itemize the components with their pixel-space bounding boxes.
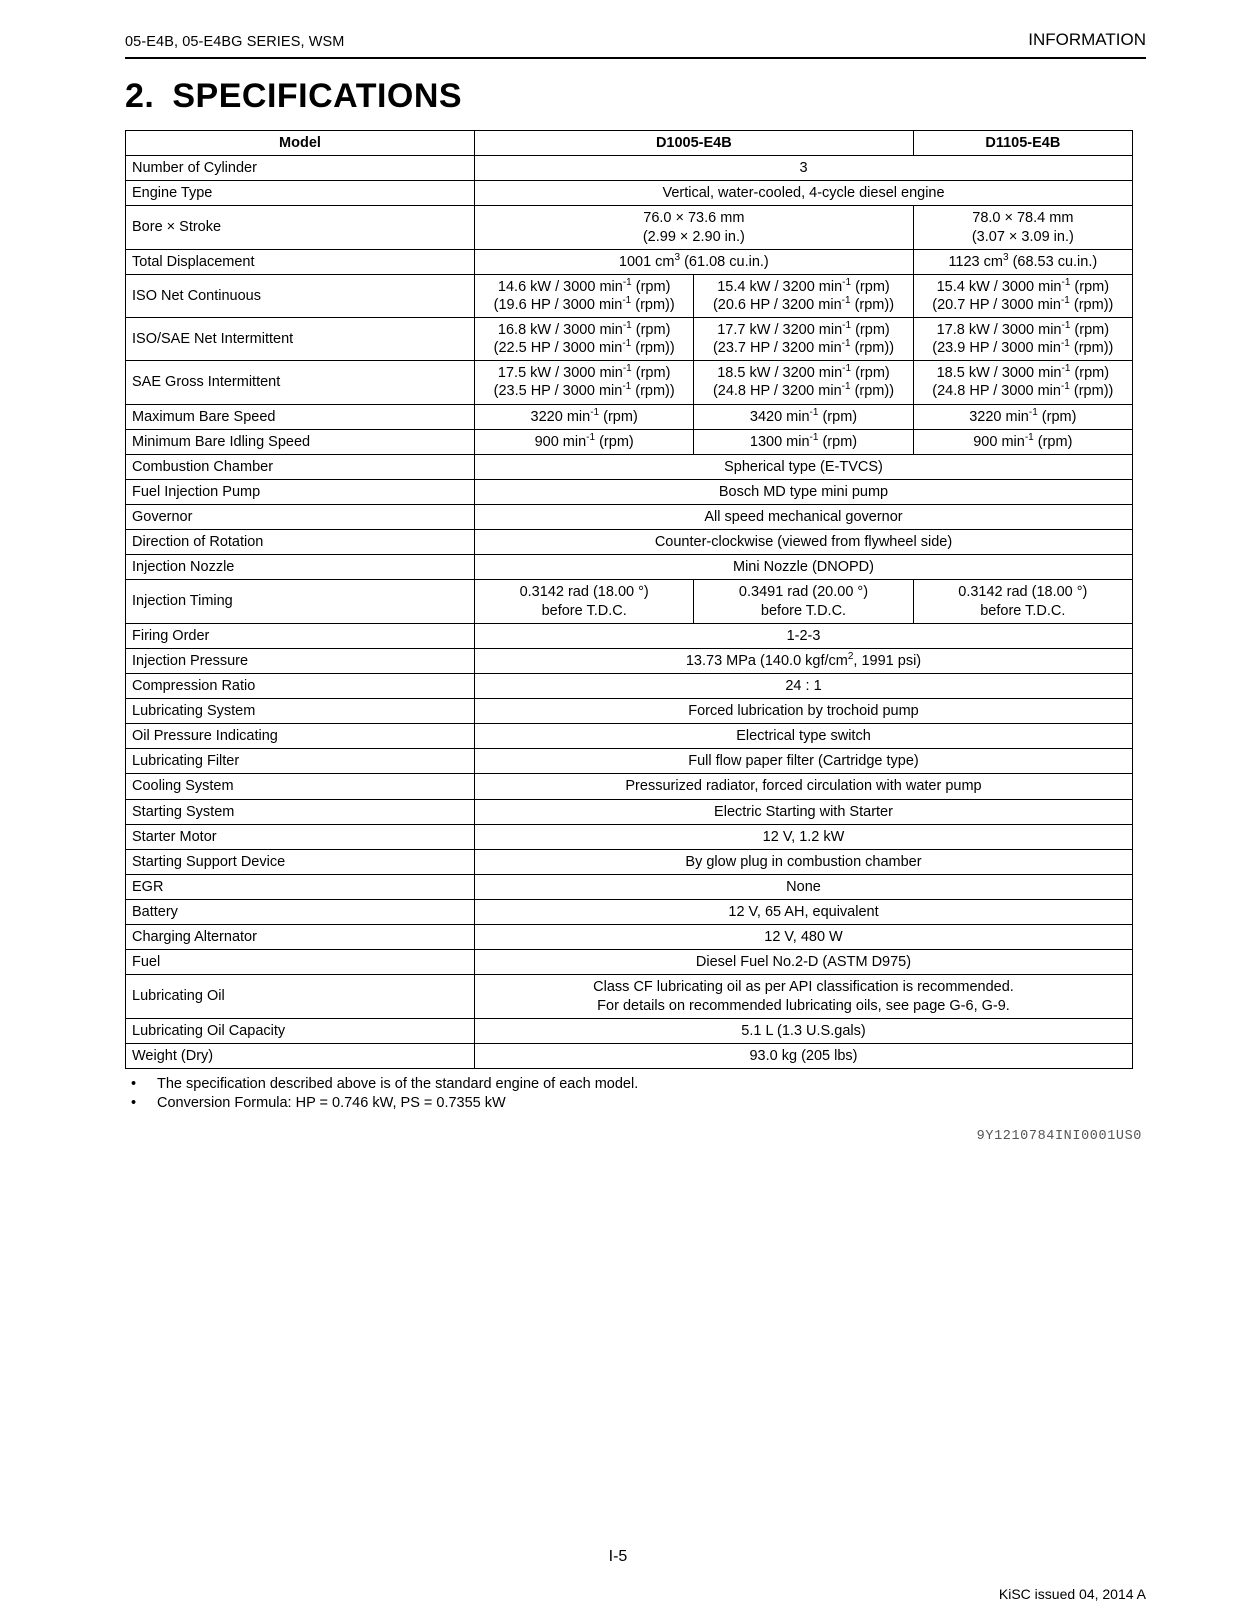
row-value-d1105: 3220 $\min^{-1} (rpm)$ — [913, 404, 1132, 429]
page-number: I-5 — [608, 1548, 628, 1565]
row-label: Minimum Bare Idling Speed — [126, 429, 475, 454]
row-label: Fuel — [126, 950, 475, 975]
table-row — [126, 454, 1133, 479]
row-value-all: 12 V, 65 AH, equivalent — [475, 900, 1133, 925]
page-title-number: 2. — [125, 77, 155, 115]
footnotes — [125, 1076, 1146, 1111]
table-row — [126, 1018, 1133, 1043]
row-value-all: Bosch MD type mini pump — [475, 479, 1133, 504]
row-label: Battery — [126, 900, 475, 925]
table-row — [126, 404, 1133, 429]
table-row — [126, 429, 1133, 454]
table-row — [126, 724, 1133, 749]
footnote-1 — [125, 1076, 1146, 1092]
row-label: Total Displacement — [126, 249, 475, 274]
page-footer — [0, 1548, 1236, 1602]
row-value-all: Forced lubrication by trochoid pump — [475, 699, 1133, 724]
table-row — [126, 530, 1133, 555]
row-label: Weight (Dry) — [126, 1043, 475, 1068]
row-value-d1105: 18.5 kW / 3000 $\min^{-1} (rpm)$ (24.8 HP / 3000 $\min^{-1} (rpm)$) — [913, 361, 1132, 404]
row-label: Starting Support Device — [126, 849, 475, 874]
row-value-all: 5.1 L (1.3 U.S.gals) — [475, 1018, 1133, 1043]
row-value-d1005-b: 18.5 kW / 3200 $\min^{-1} (rpm)$ (24.8 HP / 3200 $\min^{-1} (rpm)$) — [694, 361, 913, 404]
row-value-all: Electrical type switch — [475, 724, 1133, 749]
row-label: Starter Motor — [126, 824, 475, 849]
table-row — [126, 673, 1133, 698]
issued-label: KiSC issued 04, 2014 A — [998, 1586, 1146, 1602]
header-model: Model — [126, 131, 475, 156]
row-value-d1105: 15.4 kW / 3000 $\min^{-1} (rpm)$ (20.7 HP / 3000 $\min^{-1} (rpm)$) — [913, 274, 1132, 317]
table-row — [126, 849, 1133, 874]
row-label: SAE Gross Intermittent — [126, 361, 475, 404]
row-value-d1105: 0.3142 rad (18.00 °) before T.D.C. — [913, 580, 1132, 623]
row-value-all: Mini Nozzle (DNOPD) — [475, 555, 1133, 580]
row-value-all: Diesel Fuel No.2-D (ASTM D975) — [475, 950, 1133, 975]
table-row — [126, 181, 1133, 206]
table-row — [126, 156, 1133, 181]
row-value-all: 12 V, 480 W — [475, 925, 1133, 950]
row-value-d1005-b: 1300 $\min^{-1} (rpm)$ — [694, 429, 913, 454]
table-row — [126, 900, 1133, 925]
header-col-d1105: D1105-E4B — [913, 131, 1132, 156]
row-value-all: Class CF lubricating oil as per API classification is recommended. For details on recommended lubricating oils, see page G-6, G-9. — [475, 975, 1133, 1018]
row-value-all: 13.73 MPa (140.0 kgf/$cm^2$, 1991 psi) — [475, 648, 1133, 673]
table-row — [126, 555, 1133, 580]
row-value-d1005-b: 3420 $\min^{-1} (rpm)$ — [694, 404, 913, 429]
table-row — [126, 799, 1133, 824]
header-divider — [125, 57, 1146, 59]
row-value-all: By glow plug in combustion chamber — [475, 849, 1133, 874]
page-title-text: SPECIFICATIONS — [172, 77, 463, 115]
row-value-d1005: 1001 $cm^3$ (61.08 cu.in.) — [475, 249, 914, 274]
row-value-all: Spherical type (E-TVCS) — [475, 454, 1133, 479]
table-row — [126, 318, 1133, 361]
table-row — [126, 206, 1133, 249]
row-label: Injection Timing — [126, 580, 475, 623]
row-value-all: None — [475, 874, 1133, 899]
row-label: Maximum Bare Speed — [126, 404, 475, 429]
row-value-all: Counter-clockwise (viewed from flywheel side) — [475, 530, 1133, 555]
row-value-all: 3 — [475, 156, 1133, 181]
specifications-table — [125, 130, 1133, 1069]
row-value-d1005-a: 0.3142 rad (18.00 °) before T.D.C. — [475, 580, 694, 623]
row-label: Compression Ratio — [126, 673, 475, 698]
row-value-d1105: 900 $\min^{-1} (rpm)$ — [913, 429, 1132, 454]
row-label: ISO Net Continuous — [126, 274, 475, 317]
row-value-all: Pressurized radiator, forced circulation with water pump — [475, 774, 1133, 799]
row-label: Engine Type — [126, 181, 475, 206]
row-value-d1005: 76.0 × 73.6 mm (2.99 × 2.90 in.) — [475, 206, 914, 249]
table-header-row — [126, 131, 1133, 156]
row-label: Lubricating System — [126, 699, 475, 724]
table-row — [126, 699, 1133, 724]
row-value-d1105: 1123 $cm^3$ (68.53 cu.in.) — [913, 249, 1132, 274]
document-id: 9Y1210784INI0001US0 — [976, 1128, 1142, 1144]
row-value-d1005-a: 17.5 kW / 3000 $\min^{-1} (rpm)$ (23.5 HP / 3000 $\min^{-1} (rpm)$) — [475, 361, 694, 404]
row-value-d1005-b: 0.3491 rad (20.00 °) before T.D.C. — [694, 580, 913, 623]
row-label: Lubricating Oil Capacity — [126, 1018, 475, 1043]
footnote-2-text: Conversion Formula: HP = 0.746 kW, PS = 0.7355 kW — [157, 1094, 506, 1111]
row-value-all: Electric Starting with Starter — [475, 799, 1133, 824]
table-row — [126, 580, 1133, 623]
page-header — [125, 30, 1146, 55]
table-row — [126, 505, 1133, 530]
table-row — [126, 950, 1133, 975]
row-value-d1105: 17.8 kW / 3000 $\min^{-1} (rpm)$ (23.9 HP / 3000 $\min^{-1} (rpm)$) — [913, 318, 1132, 361]
row-value-d1005-a: 900 $\min^{-1} (rpm)$ — [475, 429, 694, 454]
row-value-d1005-a: 16.8 kW / 3000 $\min^{-1} (rpm)$ (22.5 HP / 3000 $\min^{-1} (rpm)$) — [475, 318, 694, 361]
table-row — [126, 648, 1133, 673]
table-row — [126, 479, 1133, 504]
row-value-d1005-a: 14.6 kW / 3000 $\min^{-1} (rpm)$ (19.6 HP / 3000 $\min^{-1} (rpm)$) — [475, 274, 694, 317]
table-row — [126, 361, 1133, 404]
table-row — [126, 925, 1133, 950]
row-value-all: Vertical, water-cooled, 4-cycle diesel engine — [475, 181, 1133, 206]
table-row — [126, 623, 1133, 648]
row-label: Injection Pressure — [126, 648, 475, 673]
row-label: Fuel Injection Pump — [126, 479, 475, 504]
footnote-2 — [125, 1095, 1146, 1111]
bullet-icon: • — [131, 1075, 137, 1092]
table-row — [126, 249, 1133, 274]
row-value-d1105: 78.0 × 78.4 mm (3.07 × 3.09 in.) — [913, 206, 1132, 249]
row-label: Combustion Chamber — [126, 454, 475, 479]
row-value-all: 1-2-3 — [475, 623, 1133, 648]
row-label: Charging Alternator — [126, 925, 475, 950]
row-label: Cooling System — [126, 774, 475, 799]
table-row — [126, 824, 1133, 849]
row-label: Direction of Rotation — [126, 530, 475, 555]
row-label: Injection Nozzle — [126, 555, 475, 580]
row-value-all: Full flow paper filter (Cartridge type) — [475, 749, 1133, 774]
row-value-d1005-b: 15.4 kW / 3200 $\min^{-1} (rpm)$ (20.6 HP / 3200 $\min^{-1} (rpm)$) — [694, 274, 913, 317]
header-series-label: 05-E4B, 05-E4BG SERIES, WSM — [125, 34, 345, 50]
row-label: Governor — [126, 505, 475, 530]
row-value-d1005-a: 3220 $\min^{-1} (rpm)$ — [475, 404, 694, 429]
row-label: Bore × Stroke — [126, 206, 475, 249]
row-label: Lubricating Oil — [126, 975, 475, 1018]
row-value-all: 12 V, 1.2 kW — [475, 824, 1133, 849]
table-row — [126, 975, 1133, 1018]
row-label: Oil Pressure Indicating — [126, 724, 475, 749]
row-label: Starting System — [126, 799, 475, 824]
table-row — [126, 1043, 1133, 1068]
row-label: Firing Order — [126, 623, 475, 648]
row-label: Lubricating Filter — [126, 749, 475, 774]
table-row — [126, 774, 1133, 799]
row-label: EGR — [126, 874, 475, 899]
header-section-label: INFORMATION — [1028, 30, 1146, 49]
header-col-d1005: D1005-E4B — [475, 131, 914, 156]
table-row — [126, 749, 1133, 774]
row-value-all: 93.0 kg (205 lbs) — [475, 1043, 1133, 1068]
bullet-icon: • — [131, 1094, 137, 1111]
page-title — [125, 77, 1146, 116]
table-row — [126, 274, 1133, 317]
row-label: ISO/SAE Net Intermittent — [126, 318, 475, 361]
row-value-all: 24 : 1 — [475, 673, 1133, 698]
table-row — [126, 874, 1133, 899]
row-label: Number of Cylinder — [126, 156, 475, 181]
row-value-all: All speed mechanical governor — [475, 505, 1133, 530]
row-value-d1005-b: 17.7 kW / 3200 $\min^{-1} (rpm)$ (23.7 HP / 3200 $\min^{-1} (rpm)$) — [694, 318, 913, 361]
footnote-1-text: The specification described above is of the standard engine of each model. — [157, 1075, 639, 1092]
